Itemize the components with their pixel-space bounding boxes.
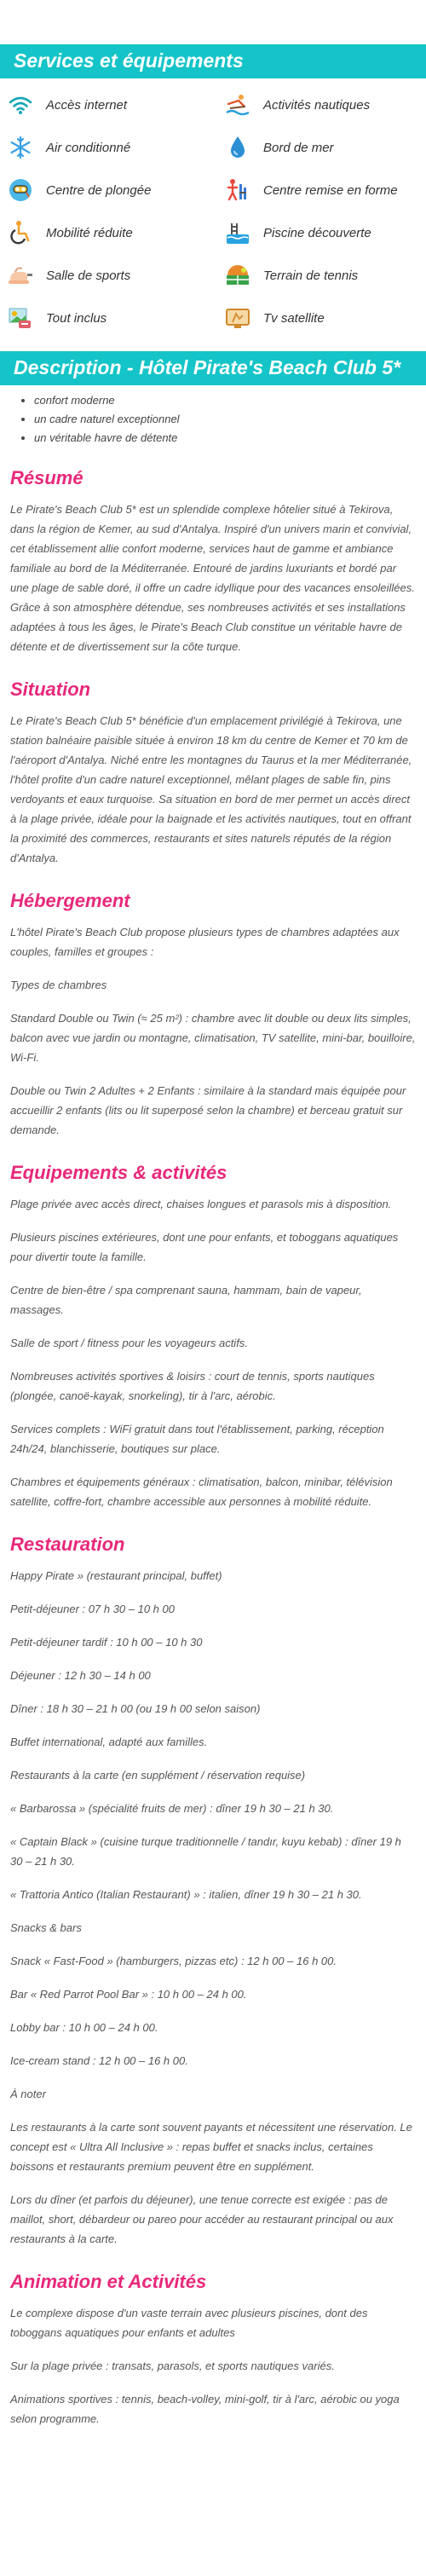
service-item bbox=[7, 303, 224, 332]
section-paragraph: Centre de bien-être / spa comprenant sauna, hammam, bain de vapeur, massages. bbox=[10, 1284, 362, 1316]
section-paragraph: Dîner : 18 h 30 – 21 h 00 (ou 19 h 00 selon saison) bbox=[10, 1702, 261, 1715]
water-drop-icon bbox=[224, 134, 251, 161]
tv-icon bbox=[224, 304, 251, 332]
diving-icon bbox=[7, 176, 34, 204]
service-item bbox=[224, 176, 426, 205]
section-paragraph: Ice-cream stand : 12 h 00 – 16 h 00. bbox=[10, 2054, 188, 2067]
section-paragraph: Petit-déjeuner : 07 h 30 – 10 h 00 bbox=[10, 1603, 175, 1615]
service-label: Piscine découverte bbox=[263, 225, 371, 240]
section-paragraph: Plage privée avec accès direct, chaises longues et parasols mis à disposition. bbox=[10, 1198, 392, 1210]
section-title: Equipements & activités bbox=[10, 1162, 227, 1183]
section-paragraph: Snack « Fast-Food » (hamburgers, pizzas etc) : 12 h 00 – 16 h 00. bbox=[10, 1955, 337, 1967]
section-title: Résumé bbox=[10, 467, 83, 488]
wifi-icon bbox=[7, 91, 34, 118]
services-grid bbox=[0, 78, 426, 338]
fitness-icon bbox=[224, 176, 251, 204]
service-item bbox=[7, 176, 224, 205]
section-paragraph: Lobby bar : 10 h 00 – 24 h 00. bbox=[10, 2021, 158, 2034]
service-label: Tout inclus bbox=[46, 310, 107, 326]
service-label: Centre de plongée bbox=[46, 182, 152, 198]
section-paragraph: Animations sportives : tennis, beach-volley, mini-golf, tir à l'arc, aérobic ou yoga selon programme. bbox=[10, 2393, 400, 2425]
section-paragraph: Buffet international, adapté aux familles. bbox=[10, 1736, 208, 1748]
section-paragraph: « Captain Black » (cuisine turque traditionnelle / tandır, kuyu kebab) : dîner 19 h 30 – 21 h 30. bbox=[10, 1835, 401, 1868]
service-label: Activités nautiques bbox=[263, 97, 371, 113]
service-item bbox=[7, 90, 224, 119]
service-label: Tv satellite bbox=[263, 310, 325, 326]
service-label: Terrain de tennis bbox=[263, 268, 359, 283]
section-paragraph: Sur la plage privée : transats, parasols, et sports nautiques variés. bbox=[10, 2359, 335, 2372]
list-item: • confort moderne bbox=[34, 394, 426, 407]
section-paragraph: Snacks & bars bbox=[10, 1921, 82, 1934]
section-paragraph: Types de chambres bbox=[10, 979, 107, 991]
section-paragraph: Plusieurs piscines extérieures, dont une pour enfants, et toboggans aquatiques pour divertir toute la famille. bbox=[10, 1231, 399, 1263]
service-label: Accès internet bbox=[46, 97, 128, 113]
service-label: Air conditionné bbox=[46, 140, 131, 155]
section-paragraph: Petit-déjeuner tardif : 10 h 00 – 10 h 30 bbox=[10, 1636, 203, 1649]
service-item bbox=[7, 261, 224, 290]
pool-icon bbox=[224, 219, 251, 246]
section-paragraph: Le Pirate's Beach Club 5* bénéficie d'un emplacement privilégié à Tekirova, une station balnéaire paisible située à environ 18 km du centre de Kemer et 70 km de l'aéroport d'Antalya. Niché entre les montagnes du Taurus et la mer Méditerranée, l'hôtel profite d'un cadre naturel exceptionnel, mêlant plages de sable fin, pins verdoyants et eaux turquoise. Sa situation en bord de mer permet un accès direct à la plage privée, idéale pour la baignade et les activités nautiques, tout en offrant la proximité des commerces, restaurants et sites naturels réputés de la région d'Antalya. bbox=[10, 714, 412, 864]
service-label: Salle de sports bbox=[46, 268, 131, 283]
section-paragraph: À noter bbox=[10, 2088, 46, 2100]
section-title: Hébergement bbox=[10, 890, 130, 911]
section-paragraph: Les restaurants à la carte sont souvent payants et nécessitent une réservation. Le concept est « Ultra All Inclusive » : repas buffet et snacks inclus, certaines boissons et restaurants premium peuvent être en supplément. bbox=[10, 2121, 412, 2173]
all-inclusive-icon bbox=[7, 304, 34, 332]
highlights-list bbox=[0, 394, 426, 445]
section-paragraph: Le Pirate's Beach Club 5* est un splendide complexe hôtelier situé à Tekirova, dans la région de Kemer, au sud d'Antalya. Inspiré d'un univers marin et convivial, cet établissement allie confort moderne, services haut de gamme et ambiance familiale au bord de la Méditerranée. Entouré de jardins luxuriants et bordé par une plage de sable doré, il offre un cadre idyllique pour des vacances ensoleillées. Grâce à son atmosphère détendue, ses nombreuses activités et ses installations adaptées à tous les âges, le Pirate's Beach Club constitue un véritable havre de détente et de divertissement sur la côte turque. bbox=[10, 503, 415, 653]
section-paragraph: Standard Double ou Twin (≈ 25 m²) : chambre avec lit double ou deux lits simples, balcon avec vue jardin ou montagne, climatisation, TV satellite, mini-bar, bouilloire, Wi-Fi. bbox=[10, 1012, 416, 1064]
section-paragraph: L'hôtel Pirate's Beach Club propose plusieurs types de chambres adaptées aux couples, familles et groupes : bbox=[10, 926, 400, 958]
service-label: Centre remise en forme bbox=[263, 182, 398, 198]
section-paragraph: Salle de sport / fitness pour les voyageurs actifs. bbox=[10, 1337, 248, 1349]
description-banner: Description - Hôtel Pirate's Beach Club 5* bbox=[0, 351, 426, 385]
list-item: • un véritable havre de détente bbox=[34, 431, 426, 445]
section-paragraph: « Trattoria Antico (Italian Restaurant) » : italien, dîner 19 h 30 – 21 h 30. bbox=[10, 1888, 362, 1901]
list-item: • un cadre naturel exceptionnel bbox=[34, 413, 426, 426]
section-paragraph: « Barbarossa » (spécialité fruits de mer) : dîner 19 h 30 – 21 h 30. bbox=[10, 1802, 334, 1815]
service-label: Mobilité réduite bbox=[46, 225, 133, 240]
wheelchair-icon bbox=[7, 219, 34, 246]
section-paragraph: Double ou Twin 2 Adultes + 2 Enfants : similaire à la standard mais équipée pour accueillir 2 enfants (lits ou lit superposé selon la chambre) et berceau gratuit sur demande. bbox=[10, 1084, 406, 1136]
section-paragraph: Chambres et équipements généraux : climatisation, balcon, minibar, télévision satellite, coffre-fort, chambre accessible aux personnes à mobilité réduite. bbox=[10, 1476, 393, 1508]
section-paragraph: Happy Pirate » (restaurant principal, buffet) bbox=[10, 1569, 222, 1582]
section-paragraph: Services complets : WiFi gratuit dans tout l'établissement, parking, réception 24h/24, blanchisserie, boutiques sur place. bbox=[10, 1423, 384, 1455]
section-title: Situation bbox=[10, 679, 91, 700]
service-item bbox=[224, 133, 426, 162]
tennis-icon bbox=[224, 262, 251, 289]
gym-icon bbox=[7, 262, 34, 289]
service-item bbox=[224, 303, 426, 332]
service-item bbox=[224, 218, 426, 247]
section-paragraph: Lors du dîner (et parfois du déjeuner), une tenue correcte est exigée : pas de maillot, short, débardeur ou pareo pour accéder au restaurant principal ou aux restaurants à la carte. bbox=[10, 2193, 394, 2245]
section-paragraph: Restaurants à la carte (en supplément / réservation requise) bbox=[10, 1769, 306, 1782]
sections bbox=[0, 467, 426, 2429]
service-item bbox=[7, 133, 224, 162]
snowflake-icon bbox=[7, 134, 34, 161]
service-label: Bord de mer bbox=[263, 140, 334, 155]
section-paragraph: Déjeuner : 12 h 30 – 14 h 00 bbox=[10, 1669, 151, 1682]
service-item bbox=[7, 218, 224, 247]
service-item bbox=[224, 90, 426, 119]
section-title: Animation et Activités bbox=[10, 2271, 207, 2292]
water-sports-icon bbox=[224, 91, 251, 118]
section-title: Restauration bbox=[10, 1533, 125, 1555]
service-item bbox=[224, 261, 426, 290]
section-paragraph: Le complexe dispose d'un vaste terrain avec plusieurs piscines, dont des toboggans aquatiques pour enfants et adultes bbox=[10, 2307, 368, 2339]
services-banner: Services et équipements bbox=[0, 44, 426, 78]
section-paragraph: Nombreuses activités sportives & loisirs : court de tennis, sports nautiques (plongée, canoë-kayak, snorkeling), tir à l'arc, aérobic. bbox=[10, 1370, 375, 1402]
section-paragraph: Bar « Red Parrot Pool Bar » : 10 h 00 – 24 h 00. bbox=[10, 1988, 247, 2001]
page bbox=[0, 44, 426, 2452]
